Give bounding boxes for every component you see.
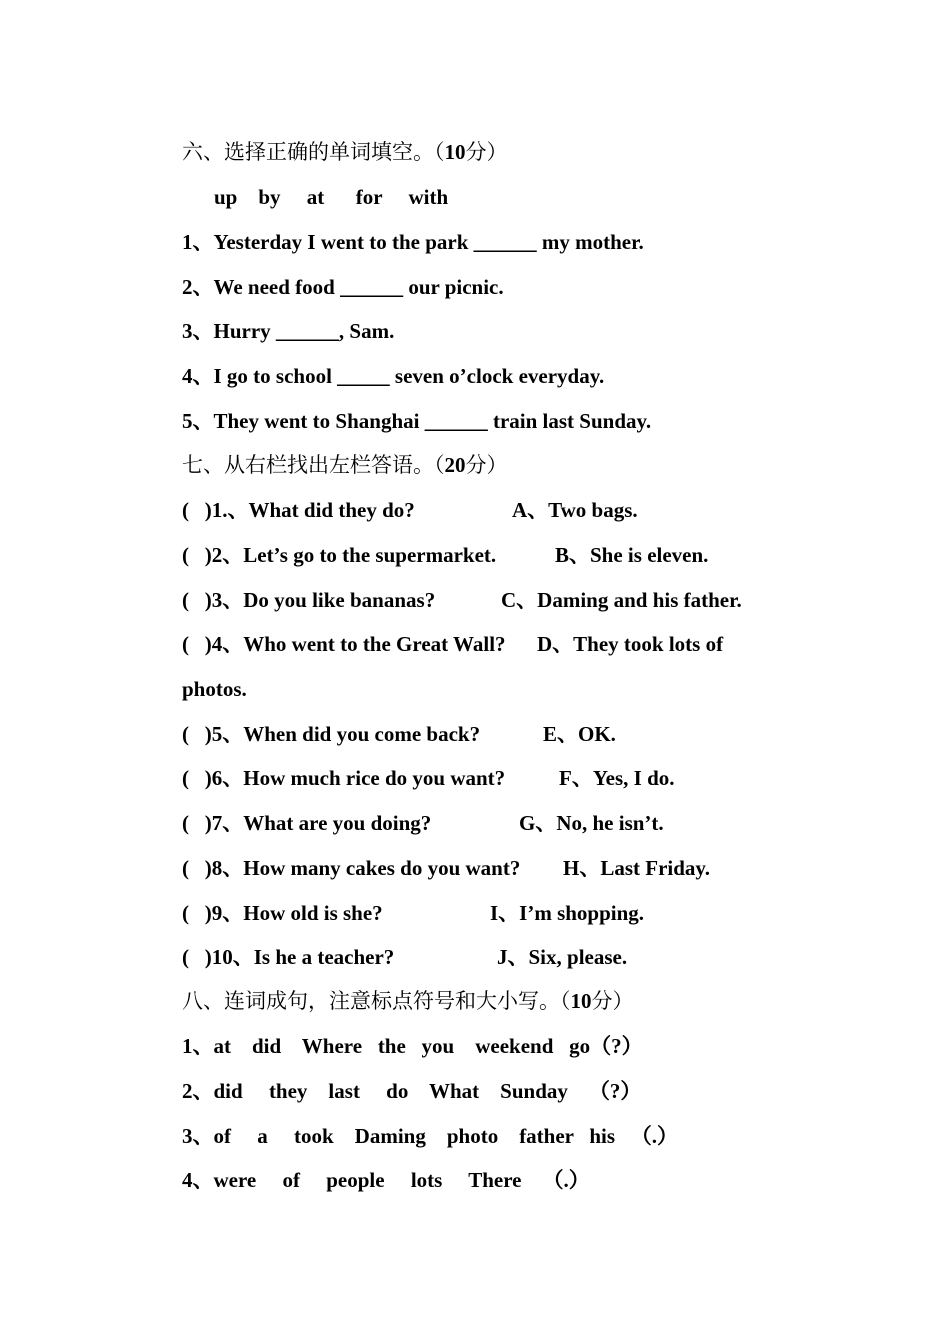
match-row bbox=[182, 632, 882, 728]
match-answer: F、Yes, I do. bbox=[559, 766, 675, 790]
section7-heading-text: 七、从右栏找出左栏答语。（ bbox=[182, 453, 445, 477]
match-answer: C、Daming and his father. bbox=[501, 588, 742, 612]
fill-item-5: 5、They went to Shanghai ______ train last Sunday. bbox=[182, 409, 652, 433]
match-question: ( )10、Is he a teacher? bbox=[182, 945, 395, 969]
section8-heading bbox=[182, 989, 634, 1013]
section7-heading bbox=[182, 453, 508, 477]
section8-heading-tail: 分） bbox=[591, 989, 634, 1013]
fill-item-1: 1、Yesterday I went to the park ______ my mother. bbox=[182, 230, 644, 254]
match-answer: B、She is eleven. bbox=[555, 543, 709, 567]
match-question: ( )4、Who went to the Great Wall? bbox=[182, 632, 506, 656]
reorder-item-2: 2、did they last do What Sunday （?） bbox=[182, 1079, 642, 1103]
match-answer: J、Six, please. bbox=[497, 945, 628, 969]
fill-item-4: 4、I go to school _____ seven o’clock everyday. bbox=[182, 364, 605, 388]
match-question: ( )9、How old is she? bbox=[182, 901, 383, 925]
section7-score: 20 bbox=[444, 453, 466, 477]
reorder-item-3: 3、of a took Daming photo father his （.） bbox=[182, 1124, 679, 1148]
fill-item-2: 2、We need food ______ our picnic. bbox=[182, 275, 504, 299]
match-question: ( )1.、What did they do? bbox=[182, 498, 415, 522]
match-question: ( )8、How many cakes do you want? bbox=[182, 856, 521, 880]
section6-heading bbox=[182, 140, 508, 164]
match-answer-continuation: photos. bbox=[182, 677, 247, 701]
reorder-item-1: 1、at did Where the you weekend go（?） bbox=[182, 1034, 643, 1058]
match-question: ( )5、When did you come back? bbox=[182, 722, 481, 746]
section8-score: 10 bbox=[570, 989, 592, 1013]
section7-heading-tail: 分） bbox=[465, 453, 508, 477]
match-answer: G、No, he isn’t. bbox=[519, 811, 664, 835]
match-question: ( )6、How much rice do you want? bbox=[182, 766, 506, 790]
fill-item-3: 3、Hurry ______, Sam. bbox=[182, 319, 395, 343]
match-answer: I、I’m shopping. bbox=[490, 901, 645, 925]
section6-heading-text: 六、选择正确的单词填空。（ bbox=[182, 140, 445, 164]
match-question: ( )3、Do you like bananas? bbox=[182, 588, 436, 612]
section8-heading-text: 八、连词成句，注意标点符号和大小写。（ bbox=[182, 989, 571, 1013]
match-answer: E、OK. bbox=[543, 722, 616, 746]
section6-score: 10 bbox=[444, 140, 466, 164]
match-answer: D、They took lots of bbox=[537, 632, 724, 656]
match-question: ( )2、Let’s go to the supermarket. bbox=[182, 543, 497, 567]
match-question: ( )7、What are you doing? bbox=[182, 811, 432, 835]
section6-heading-tail: 分） bbox=[465, 140, 508, 164]
match-answer: H、Last Friday. bbox=[563, 856, 711, 880]
word-bank: up by at for with bbox=[214, 185, 449, 209]
reorder-item-4: 4、were of people lots There （.） bbox=[182, 1168, 590, 1192]
match-answer: A、Two bags. bbox=[512, 498, 638, 522]
